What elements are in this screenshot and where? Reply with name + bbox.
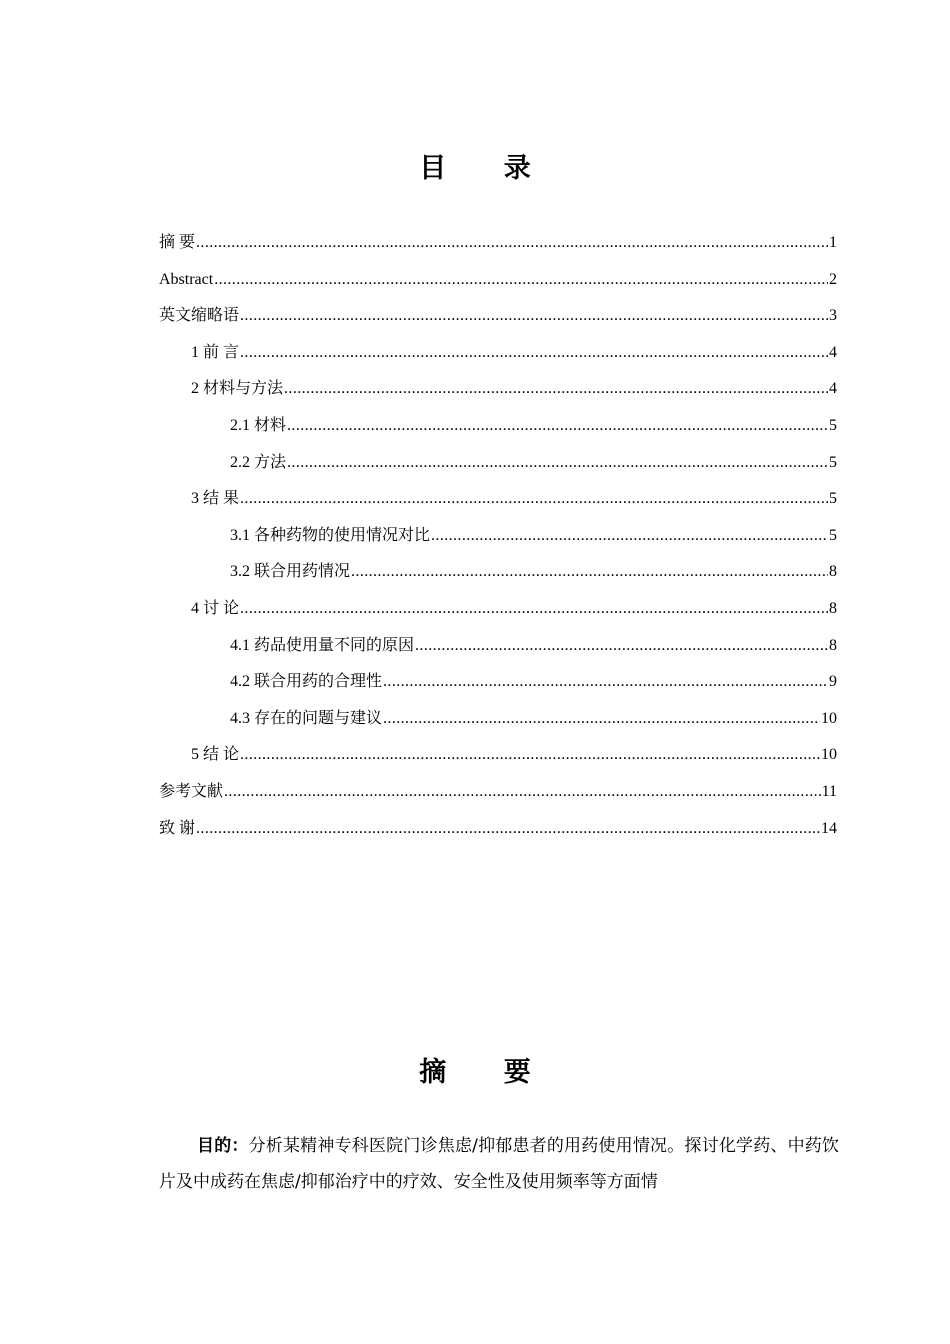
abstract-objective-label: 目的： — [197, 1136, 249, 1156]
toc-entry-conclusion[interactable] — [159, 738, 837, 775]
toc-entry-title: 4.2 联合用药的合理性 — [230, 673, 383, 691]
toc-entry-title: 致 谢 — [159, 819, 196, 837]
toc-entry-abstract-en[interactable] — [159, 263, 837, 300]
dot-leader — [415, 629, 828, 662]
dot-leader — [431, 519, 828, 552]
abstract-objective-text: 分析某精神专科医院门诊焦虑/抑郁患者的用药使用情况。探讨化学药、中药饮片及中成药在焦虑/抑郁治疗中的疗效、安全性及使用频率等方面情 — [159, 1136, 839, 1192]
toc-entry-references[interactable] — [159, 775, 837, 812]
toc-entry-acknowledgements[interactable] — [159, 812, 837, 849]
toc-entry-drug-usage-comparison[interactable] — [159, 519, 837, 556]
dot-leader — [240, 299, 828, 332]
dot-leader — [287, 409, 828, 442]
toc-entry-results[interactable] — [159, 482, 837, 519]
dot-leader — [196, 812, 820, 845]
toc-entry-title: 摘 要 — [159, 234, 196, 251]
toc-entry-title: Abstract — [159, 270, 214, 288]
toc-entry-title: 1 前 言 — [191, 343, 240, 361]
toc-entry-problems-suggestions[interactable] — [159, 702, 837, 739]
dot-leader — [351, 555, 828, 588]
toc-entry-methods[interactable] — [159, 446, 837, 483]
toc-entry-title: 参考文献 — [159, 782, 224, 800]
toc-title: 目 录 — [419, 153, 555, 184]
toc-entry-abbreviations[interactable] — [159, 299, 837, 336]
toc-entry-discussion[interactable] — [159, 592, 837, 629]
toc-entry-page: 5 — [829, 526, 837, 544]
table-of-contents — [159, 226, 837, 848]
toc-entry-abstract-cn[interactable] — [159, 226, 837, 263]
toc-entry-page: 8 — [829, 563, 837, 581]
dot-leader — [240, 482, 828, 515]
toc-entry-title: 2 材料与方法 — [191, 380, 284, 398]
toc-entry-page: 1 — [829, 234, 837, 251]
dot-leader — [240, 336, 828, 369]
dot-leader — [214, 263, 828, 296]
abstract-paragraph — [159, 1128, 839, 1200]
toc-entry-page: 8 — [829, 599, 837, 617]
toc-entry-page: 4 — [829, 343, 837, 361]
toc-entry-page: 5 — [829, 490, 837, 508]
toc-entry-page: 9 — [829, 673, 837, 691]
toc-entry-title: 英文缩略语 — [159, 307, 240, 325]
toc-entry-materials-methods[interactable] — [159, 372, 837, 409]
dot-leader — [383, 702, 820, 735]
toc-entry-page: 3 — [829, 307, 837, 325]
toc-entry-title: 5 结 论 — [191, 746, 240, 764]
toc-entry-usage-differences[interactable] — [159, 629, 837, 666]
toc-entry-combination-rationality[interactable] — [159, 665, 837, 702]
toc-entry-page: 5 — [829, 416, 837, 434]
toc-entry-page: 4 — [829, 380, 837, 398]
toc-entry-title: 3.2 联合用药情况 — [230, 563, 351, 581]
toc-entry-page: 11 — [821, 782, 837, 800]
toc-entry-title: 2.1 材料 — [230, 416, 287, 434]
toc-entry-title: 2.2 方法 — [230, 453, 287, 471]
dot-leader — [287, 446, 828, 479]
toc-entry-page: 10 — [821, 709, 837, 727]
dot-leader — [240, 738, 820, 771]
toc-entry-page: 2 — [829, 270, 837, 288]
toc-entry-title: 4.1 药品使用量不同的原因 — [230, 636, 415, 654]
toc-entry-materials[interactable] — [159, 409, 837, 446]
toc-entry-page: 10 — [821, 746, 837, 764]
dot-leader — [240, 592, 828, 625]
dot-leader — [196, 226, 828, 259]
toc-entry-page: 8 — [829, 636, 837, 654]
abstract-title: 摘 要 — [419, 1057, 555, 1088]
dot-leader — [383, 665, 828, 698]
toc-entry-title: 4 讨 论 — [191, 599, 240, 617]
toc-entry-combined-medication[interactable] — [159, 555, 837, 592]
toc-entry-title: 3 结 果 — [191, 490, 240, 508]
toc-entry-page: 14 — [821, 819, 837, 837]
toc-entry-introduction[interactable] — [159, 336, 837, 373]
dot-leader — [224, 775, 821, 808]
dot-leader — [284, 372, 828, 405]
toc-entry-page: 5 — [829, 453, 837, 471]
toc-entry-title: 4.3 存在的问题与建议 — [230, 709, 383, 727]
toc-entry-title: 3.1 各种药物的使用情况对比 — [230, 526, 431, 544]
